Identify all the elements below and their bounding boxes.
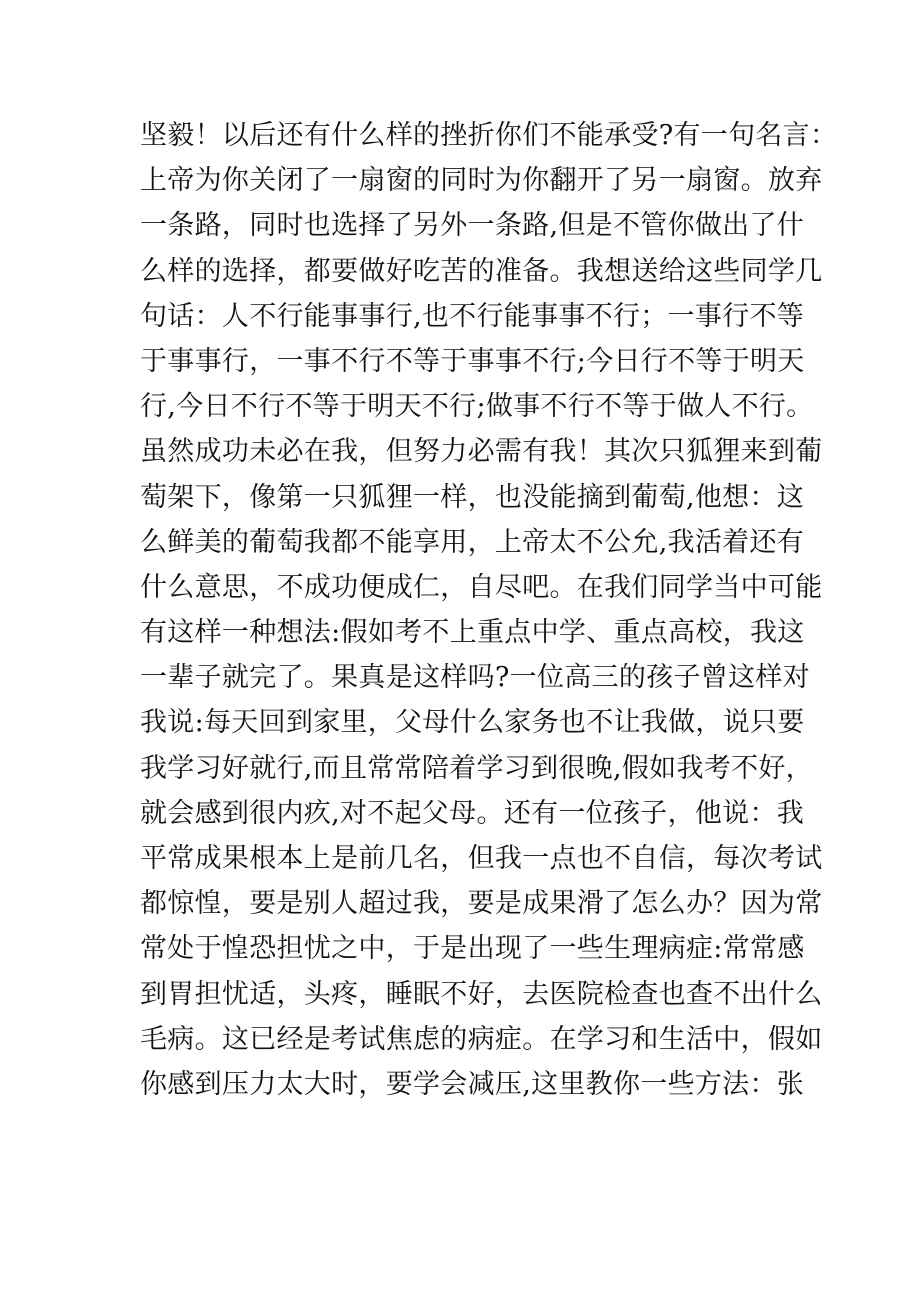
- text-line: 一辈子就完了。果真是这样吗?一位高三的孩子曾这样对: [140, 662, 810, 694]
- text-line: 什么意思，不成功便成仁，自尽吧。在我们同学当中可能: [140, 571, 823, 603]
- text-line: 一条路，同时也选择了另外一条路,但是不管你做出了什: [140, 210, 805, 242]
- text-line: 常处于惶恐担忧之中，于是出现了一些生理病症:常常感: [140, 933, 805, 965]
- text-line: 行,今日不行不等于明天不行;做事不行不等于做人不行。: [140, 391, 814, 423]
- text-line: 就会感到很内疚,对不起父母。还有一位孩子，他说：我: [140, 797, 805, 829]
- text-line: 坚毅！以后还有什么样的挫折你们不能承受?有一句名言：: [140, 120, 838, 151]
- text-line: 我学习好就行,而且常常陪着学习到很晚,假如我考不好，: [140, 752, 813, 784]
- text-line: 句话：人不行能事事行,也不行能事事不行；一事行不等: [140, 300, 805, 332]
- body-text: [140, 113, 838, 1107]
- text-line: 平常成果根本上是前几名，但我一点也不自信，每次考试: [140, 843, 823, 874]
- text-line: 萄架下，像第一只狐狸一样，也没能摘到葡萄,他想：这: [140, 481, 805, 513]
- text-line: 于事事行，一事不行不等于事事不行;今日行不等于明天: [140, 345, 805, 377]
- text-line: 上帝为你关闭了一扇窗的同时为你翻开了另一扇窗。放弃: [140, 165, 823, 197]
- text-line: 我说:每天回到家里，父母什么家务也不让我做，说只要: [140, 707, 805, 739]
- text-line: 么样的选择，都要做好吃苦的准备。我想送给这些同学几: [140, 255, 823, 287]
- text-line: 毛病。这已经是考试焦虑的病症。在学习和生活中，假如: [140, 1023, 823, 1055]
- text-line: 到胃担忧适，头疼，睡眠不好，去医院检查也查不出什么: [140, 978, 823, 1010]
- text-line: 虽然成功未必在我，但努力必需有我！其次只狐狸来到葡: [140, 436, 823, 468]
- text-line: 都惊惶，要是别人超过我，要是成果滑了怎么办？因为常: [140, 888, 823, 920]
- text-line: 么鲜美的葡萄我都不能享用，上帝太不公允,我活着还有: [140, 526, 805, 558]
- text-line: 你感到压力太大时，要学会减压,这里教你一些方法：张: [140, 1068, 805, 1100]
- text-line: 有这样一种想法:假如考不上重点中学、重点高校，我这: [140, 617, 805, 649]
